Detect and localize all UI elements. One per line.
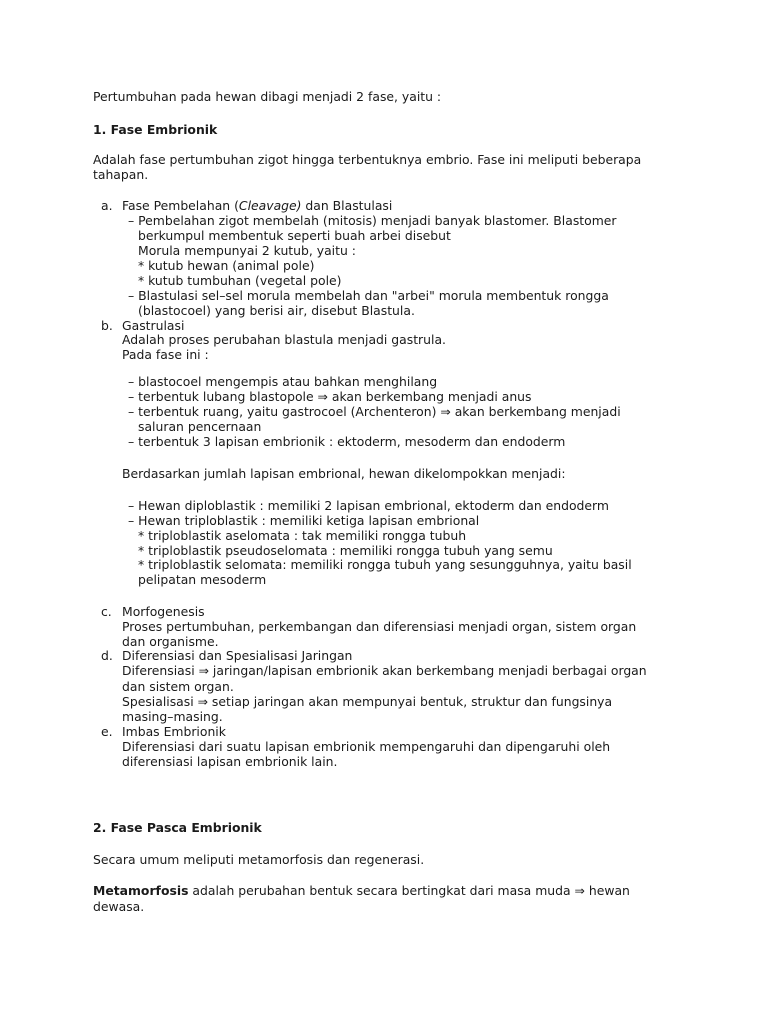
- item-a-title-pre: Fase Pembelahan (: [122, 198, 239, 213]
- metamorfosis-line1: [93, 883, 630, 898]
- item-b-title: Gastrulasi: [122, 318, 185, 333]
- item-c-title: Morfogenesis: [122, 604, 205, 619]
- list-marker-e: e.: [101, 724, 113, 739]
- item-c-line1: Proses pertumbuhan, perkembangan dan diferensiasi menjadi organ, sistem organ: [122, 619, 637, 634]
- list-marker-c: c.: [101, 604, 112, 619]
- item-a-line4: * kutub hewan (animal pole): [138, 258, 315, 273]
- item-e-title: Imbas Embrionik: [122, 724, 226, 739]
- intro-text: Pertumbuhan pada hewan dibagi menjadi 2 fase, yaitu :: [93, 89, 442, 104]
- item-b-line4: – terbentuk lubang blastopole ⇒ akan berkembang menjadi anus: [128, 389, 532, 404]
- item-d-title: Diferensiasi dan Spesialisasi Jaringan: [122, 648, 353, 663]
- item-b-line7: – terbentuk 3 lapisan embrionik : ektoderm, mesoderm dan endoderm: [128, 434, 566, 449]
- item-c-line2: dan organisme.: [122, 634, 219, 649]
- item-d-line4: masing–masing.: [122, 709, 223, 724]
- item-a-title: [122, 198, 392, 213]
- section2-heading: 2. Fase Pasca Embrionik: [93, 820, 262, 835]
- item-b-line8: Berdasarkan jumlah lapisan embrional, hewan dikelompokkan menjadi:: [122, 466, 566, 481]
- item-d-line1: Diferensiasi ⇒ jaringan/lapisan embrionik akan berkembang menjadi berbagai organ: [122, 663, 647, 678]
- item-a-line5: * kutub tumbuhan (vegetal pole): [138, 273, 342, 288]
- list-marker-b: b.: [101, 318, 113, 333]
- item-b-line1: Adalah proses perubahan blastula menjadi gastrula.: [122, 332, 446, 347]
- section1-desc-line2: tahapan.: [93, 167, 149, 182]
- section1-desc-line1: Adalah fase pertumbuhan zigot hingga terbentuknya embrio. Fase ini meliputi beberapa: [93, 152, 642, 167]
- item-a-line7: (blastocoel) yang berisi air, disebut Blastula.: [138, 303, 415, 318]
- metamorfosis-term: Metamorfosis: [93, 883, 189, 898]
- list-marker-a: a.: [101, 198, 113, 213]
- item-a-line1: – Pembelahan zigot membelah (mitosis) menjadi banyak blastomer. Blastomer: [128, 213, 617, 228]
- item-b-line12: * triploblastik pseudoselomata : memiliki rongga tubuh yang semu: [138, 543, 553, 558]
- item-d-line3: Spesialisasi ⇒ setiap jaringan akan mempunyai bentuk, struktur dan fungsinya: [122, 694, 613, 709]
- item-a-line2: berkumpul membentuk seperti buah arbei disebut: [138, 228, 451, 243]
- item-b-line5: – terbentuk ruang, yaitu gastrocoel (Archenteron) ⇒ akan berkembang menjadi: [128, 404, 621, 419]
- item-e-line2: diferensiasi lapisan embrionik lain.: [122, 754, 338, 769]
- item-b-line11: * triploblastik aselomata : tak memiliki rongga tubuh: [138, 528, 467, 543]
- item-b-line10: – Hewan triploblastik : memiliki ketiga lapisan embrional: [128, 513, 480, 528]
- section2-desc: Secara umum meliputi metamorfosis dan regenerasi.: [93, 852, 425, 867]
- metamorfosis-line2: dewasa.: [93, 899, 145, 914]
- item-b-line3: – blastocoel mengempis atau bahkan menghilang: [128, 374, 438, 389]
- item-b-line2: Pada fase ini :: [122, 347, 209, 362]
- item-b-line13: * triploblastik selomata: memiliki rongga tubuh yang sesungguhnya, yaitu basil: [138, 557, 632, 572]
- section1-heading: 1. Fase Embrionik: [93, 122, 218, 137]
- item-a-line3: Morula mempunyai 2 kutub, yaitu :: [138, 243, 356, 258]
- item-a-line6: – Blastulasi sel–sel morula membelah dan "arbei" morula membentuk rongga: [128, 288, 609, 303]
- item-b-line6: saluran pencernaan: [138, 419, 262, 434]
- item-a-title-italic: Cleavage): [238, 198, 302, 213]
- item-a-title-post: dan Blastulasi: [301, 198, 393, 213]
- metamorfosis-definition: adalah perubahan bentuk secara bertingkat dari masa muda ⇒ hewan: [188, 883, 630, 898]
- item-e-line1: Diferensiasi dari suatu lapisan embrionik mempengaruhi dan dipengaruhi oleh: [122, 739, 611, 754]
- list-marker-d: d.: [101, 648, 113, 663]
- item-b-line14: pelipatan mesoderm: [138, 572, 267, 587]
- item-d-line2: dan sistem organ.: [122, 679, 234, 694]
- item-b-line9: – Hewan diploblastik : memiliki 2 lapisan embrional, ektoderm dan endoderm: [128, 498, 609, 513]
